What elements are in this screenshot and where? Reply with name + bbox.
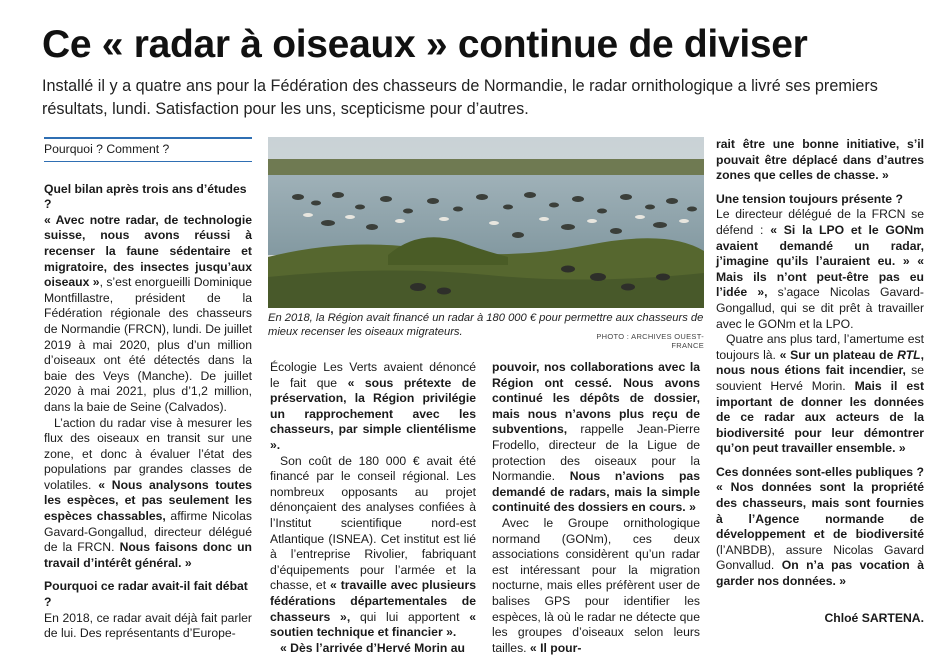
- paragraph: [44, 213, 252, 416]
- quote: « Si la LPO et le GONm avaient demandé un radar, j’imagine qu’ils l’auraient eu. »: [716, 222, 924, 269]
- column-2: [270, 360, 476, 656]
- headline: Ce « radar à oiseaux » continue de diviser: [42, 23, 808, 66]
- chapo: Installé il y a quatre ans pour la Fédération des chasseurs de Normandie, le radar ornithologique a livré ses premiers résultats, lundi. Satisfaction pour les uns, scepticisme pour d’autres.: [42, 77, 878, 118]
- paragraph: En 2018, ce radar avait déjà fait parler de lui. Des représentants d’Europe-: [44, 610, 252, 641]
- author-signature: Chloé SARTENA.: [824, 611, 924, 625]
- text: , s’est enorgueilli Dominique Montfillastre, président de la Fédération régionale des chasseurs de Normandie (FRCN), lundi. De juillet 2019 à mai 2020, plus d’un million d’oiseaux ont été détectés dans la baie des Veys (Manche). De juillet 2020 à mai 2021, plus d’1,2 million, dans la baie de Seine (Calvados).: [44, 275, 252, 414]
- question-donnees: Ces données sont-elles publiques ?: [716, 464, 924, 479]
- paragraph: [716, 207, 924, 332]
- text: L’action du radar vise à mesurer les flux des oiseaux en transit sur une zone, et donc à évaluer l’état des populations par grandes classes de volatiles.: [44, 415, 252, 492]
- text: Quatre ans plus tard, l’amertume est toujours là.: [716, 332, 924, 362]
- column-4: [716, 137, 924, 590]
- question-bilan: Quel bilan après trois ans d’études ?: [44, 181, 247, 212]
- paragraph: [492, 516, 700, 656]
- paragraph: [716, 137, 924, 184]
- quote: pouvoir, nos collaborations avec la Région ont cessé. Nous avons continué les dépôts de dossier, mais nous n’avons plus reçu de subventions,: [492, 360, 700, 437]
- quote: « sous prétexte de préservation, la Région privilégie un rapprochement avec les chasseurs, par simple clientélisme ».: [270, 375, 476, 452]
- text: (l’ANBDB), assure Nicolas Gavard Gonvallud.: [716, 542, 924, 573]
- paragraph: [492, 360, 700, 516]
- quote: « travaille avec plusieurs fédérations départementales de chasseurs »,: [270, 578, 476, 624]
- question-tension: Une tension toujours présente ?: [716, 191, 903, 206]
- quote: « Dès l’arrivée d’Hervé Morin au: [280, 640, 465, 655]
- quote: « Nous analysons toutes les espèces, et pas seulement les espèces chassables,: [44, 477, 252, 524]
- quote: « Il pour-: [526, 640, 582, 655]
- quote: Nous faisons donc un travail d’intérêt général. »: [44, 540, 252, 570]
- quote: Nous n’avions pas demandé de radars, mais la simple continuité des dossiers en cours. »: [492, 469, 700, 515]
- column-3: [492, 360, 700, 656]
- quote: On n’a pas vocation à garder nos données. »: [716, 558, 924, 589]
- quote: « Sur un plateau de: [775, 347, 898, 362]
- text: affirme Nicolas Gavard-Gongallud, directeur délégué de la FRCN.: [44, 509, 253, 555]
- text: Son coût de 180 000 € avait été financé par le conseil régional. Les nombreux opposants au projet dénonçaient des analyses confiées à l’Institut scientifique nord-est Atlantique (ISNEA). Cet institut est lié à l’entreprise Rivolier, fabriquant d’équipements pour l’armée et la chasse, et: [270, 453, 476, 593]
- column-1: [44, 137, 252, 642]
- text: Le directeur délégué de la FRCN se défend :: [716, 207, 924, 237]
- photo-birds-wetland: [268, 137, 704, 308]
- paragraph: [270, 454, 476, 641]
- photo-illustration: [268, 137, 704, 308]
- text: Écologie Les Verts avaient dénoncé le fait que: [270, 360, 476, 390]
- photo-caption: En 2018, la Région avait financé un radar à 180 000 € pour permettre aux chasseurs de mieux recenser les oiseaux migrateurs.: [268, 312, 704, 338]
- quote-emphasis: RTL: [897, 347, 921, 362]
- paragraph: [716, 332, 924, 457]
- question-debat: Pourquoi ce radar avait-il fait débat ?: [44, 579, 248, 610]
- text: se souvient Hervé Morin.: [716, 363, 924, 393]
- quote: « Mais ils n’ont peut-être pas eu l’idée »,: [716, 254, 924, 300]
- quote: « Nos données sont la propriété des chasseurs, mais sont fournies à l’Agence normande de développement et de biodiversité: [716, 480, 924, 542]
- quote: « Avec notre radar, de technologie suisse, nous avons réussi à recenser la faune sédentaire et migratoire, des insectes jusqu’aux oiseaux »: [44, 212, 252, 290]
- quote: Mais il est important de donner les données de ce radar aux acteurs de la biodiversité pour leur démontrer qu’on peut travailler ensemble. »: [716, 378, 924, 456]
- paragraph: [270, 360, 476, 454]
- sidebar-title: Pourquoi ? Comment ?: [44, 137, 252, 162]
- quote: « soutien technique et financier ».: [270, 609, 477, 640]
- paragraph: [270, 641, 476, 656]
- text: rappelle Jean-Pierre Frodello, directeur de la Ligue de protection des oiseaux pour la Normandie.: [492, 422, 700, 484]
- text: qui lui apportent: [350, 609, 460, 624]
- paragraph: [44, 416, 252, 572]
- text: Avec le Groupe ornithologique normand (GONm), ces deux associations considèrent qu’un radar est intéressant pour la migration nocturne, mais elles préfèrent user de balises GPS pour identifier les espèces, là où le radar ne détecte que les groupes d’oiseaux selon leurs tailles.: [492, 515, 700, 655]
- photo-credit: PHOTO : ARCHIVES OUEST-FRANCE: [596, 332, 704, 350]
- quote: , nous nous étions fait incendier,: [716, 347, 924, 378]
- paragraph: [716, 480, 924, 589]
- quote: rait être une bonne initiative, s’il pouvait être déplacé dans d’autres zones que celles de chasse. »: [716, 137, 924, 183]
- text: s’agace Nicolas Gavard-Gongallud, qui se dit prêt à travailler avec le GONm et la LPO.: [716, 285, 924, 331]
